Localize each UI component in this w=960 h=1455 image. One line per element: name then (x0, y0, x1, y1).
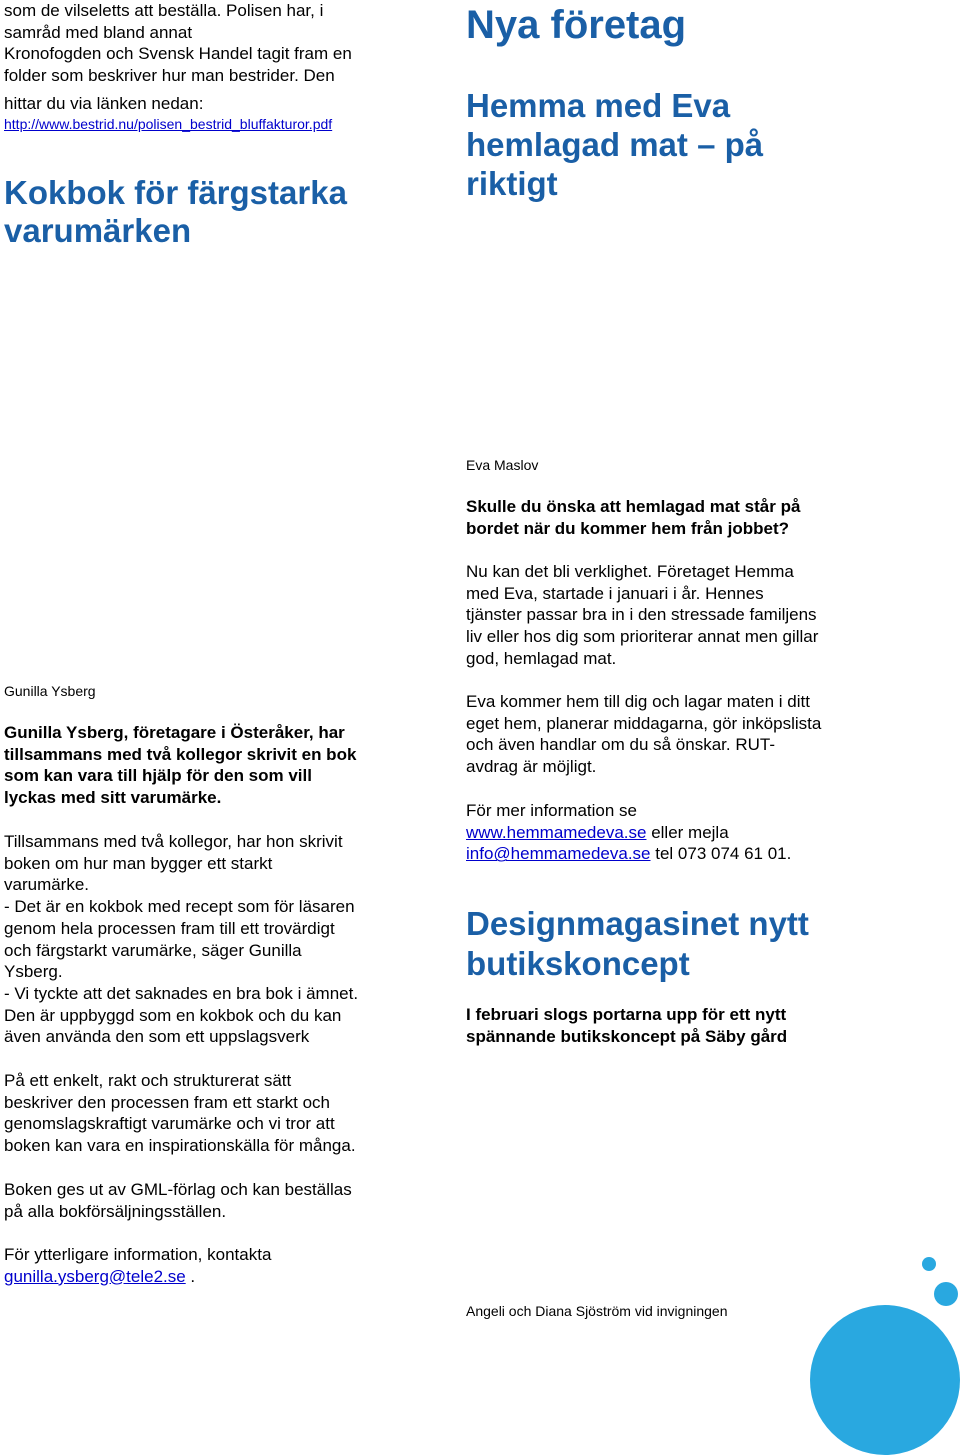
body-line: Nu kan det bli verklighet. Företaget Hemma (466, 562, 794, 581)
intro-line: som de vilseletts att beställa. Polisen har, i (4, 1, 324, 20)
kokbok-heading (4, 174, 414, 250)
body-line: Tillsammans med två kollegor, har hon skrivit (4, 832, 343, 851)
body-line: genomslagskraftigt varumärke och vi tror att (4, 1114, 335, 1134)
gunilla-body (4, 831, 414, 1048)
lead-line: spännande butikskoncept på Säby gård (466, 1026, 788, 1046)
image-caption-eva: Eva Maslov (466, 457, 539, 473)
heading-line: hemlagad mat – på (466, 126, 764, 163)
intro-line: samråd med bland annat (4, 22, 193, 42)
body-line: Den är uppbyggd som en kokbok och du kan (4, 1005, 342, 1025)
contact-text: För ytterligare information, kontakta (4, 1245, 272, 1264)
body-line: avdrag är möjligt. (466, 757, 597, 777)
gunilla-paragraph-2 (4, 1070, 414, 1157)
heading-line: butikskoncept (466, 945, 690, 982)
info-line (466, 843, 906, 865)
eva-info (466, 800, 906, 865)
bestrid-link[interactable]: http://www.bestrid.nu/polisen_bestrid_bluffakturor.pdf (4, 115, 333, 132)
heading-line: riktigt (466, 165, 558, 202)
image-caption-design: Angeli och Diana Sjöström vid invigningen (466, 1303, 728, 1319)
eva-body-2 (466, 691, 906, 778)
intro-line: Kronofogden och Svensk Handel tagit fram en (4, 44, 352, 64)
info-text: tel 073 074 61 01. (650, 844, 792, 864)
body-line: varumärke. (4, 875, 90, 895)
body-line: genom hela processen fram till ett trovärdigt (4, 918, 335, 938)
body-line: - Vi tyckte att det saknades en bra bok i ämnet. (4, 983, 359, 1003)
lead-line: bordet när du kommer hem från jobbet? (466, 518, 790, 538)
lead-line: Skulle du önska att hemlagad mat står på (466, 497, 801, 516)
eva-body-1 (466, 561, 906, 670)
hemmamedeva-web-link[interactable]: www.hemmamedeva.se (466, 822, 647, 842)
heading-line: Kokbok för färgstarka (4, 174, 347, 211)
lead-line: tillsammans med två kollegor skrivit en bok (4, 744, 357, 764)
eva-lead (466, 496, 906, 539)
info-line: För mer information se (466, 801, 637, 820)
info-text: eller mejla (646, 822, 729, 842)
gunilla-paragraph-3 (4, 1179, 414, 1222)
contact-end: . (185, 1266, 196, 1286)
decorative-dot-small (922, 1257, 936, 1271)
design-lead (466, 1004, 906, 1047)
body-line: boken kan vara en inspirationskälla för många. (4, 1136, 356, 1156)
section-title: Nya företag (466, 3, 687, 47)
gunilla-contact (4, 1244, 414, 1287)
body-line: god, hemlagad mat. (466, 648, 617, 668)
heading-line: Designmagasinet nytt (466, 905, 809, 942)
hemma-heading (466, 86, 906, 203)
decorative-dot-medium (934, 1282, 958, 1306)
body-line: boken om hur man bygger ett starkt (4, 853, 273, 873)
intro-line: folder som beskriver hur man bestrider. Den (4, 66, 335, 86)
body-line: eget hem, planerar middagarna, gör inköpslista (466, 713, 822, 733)
body-line: och även handlar om du så önskar. RUT- (466, 735, 775, 755)
info-line (466, 822, 906, 844)
hemmamedeva-email-link[interactable]: info@hemmamedeva.se (466, 844, 651, 864)
body-line: liv eller hos dig som prioriterar annat men gillar (466, 627, 819, 647)
body-line: även använda den som ett uppslagsverk (4, 1027, 310, 1047)
body-line: - Det är en kokbok med recept som för läsaren (4, 897, 355, 917)
decorative-circle-large (810, 1305, 960, 1455)
lead-line: Gunilla Ysberg, företagare i Österåker, har (4, 723, 345, 742)
gunilla-lead (4, 722, 414, 809)
intro-paragraph (4, 0, 414, 133)
heading-line: varumärken (4, 212, 192, 249)
body-line: tjänster passar bra in i den stressade familjens (466, 605, 817, 625)
heading-line: Hemma med Eva (466, 87, 731, 124)
contact-line (4, 1266, 414, 1288)
body-line: Boken ges ut av GML-förlag och kan beställas (4, 1180, 352, 1199)
image-caption-gunilla: Gunilla Ysberg (4, 683, 96, 699)
body-line: På ett enkelt, rakt och strukturerat sätt (4, 1071, 292, 1090)
design-heading (466, 904, 906, 984)
body-line: Eva kommer hem till dig och lagar maten i ditt (466, 692, 810, 711)
body-line: Ysberg. (4, 962, 63, 982)
body-line: beskriver den processen fram ett starkt och (4, 1092, 330, 1112)
body-line: och färgstarkt varumärke, säger Gunilla (4, 940, 302, 960)
intro-line: hittar du via länken nedan: (4, 93, 204, 113)
lead-line: lyckas med sitt varumärke. (4, 788, 222, 808)
body-line: på alla bokförsäljningsställen. (4, 1201, 227, 1221)
gunilla-email-link[interactable]: gunilla.ysberg@tele2.se (4, 1266, 186, 1286)
lead-line: I februari slogs portarna upp för ett nytt (466, 1005, 787, 1024)
lead-line: som kan vara till hjälp för den som vill (4, 766, 312, 786)
body-line: med Eva, startade i januari i år. Hennes (466, 583, 764, 603)
